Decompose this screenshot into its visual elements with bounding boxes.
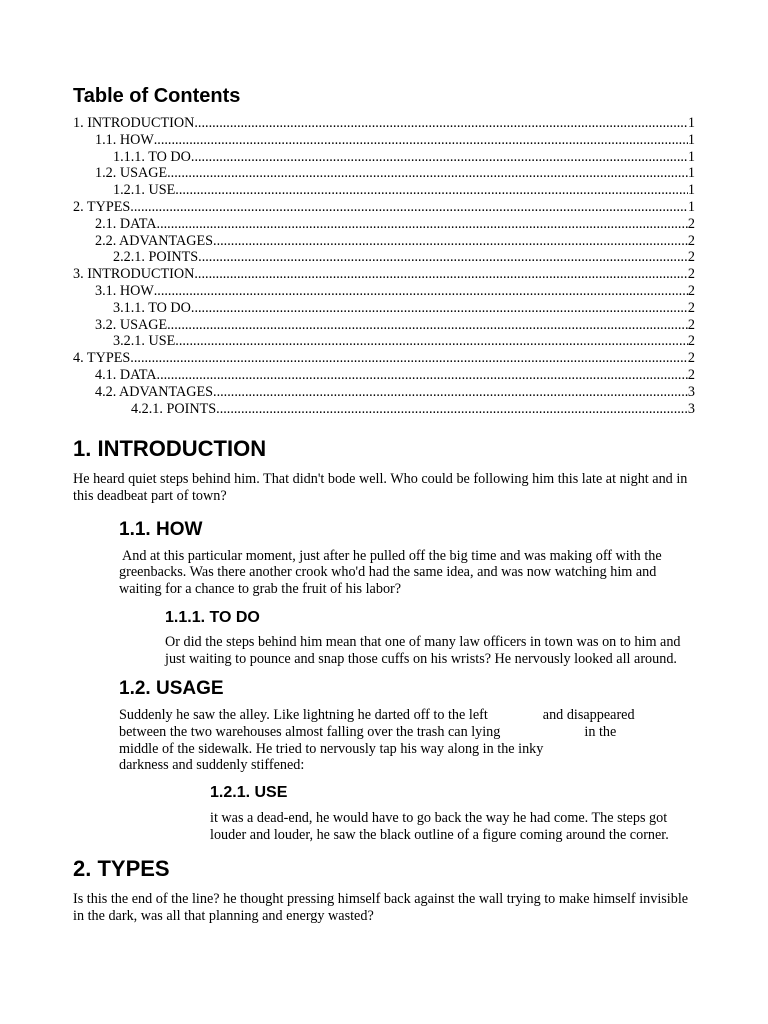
section-heading: 2. TYPES [73, 856, 170, 882]
section-body: Or did the steps behind him mean that one of many law officers in town was on to him and just waiting to pounce and snap those cuffs on his wrists? He nervously looked all around. [165, 633, 681, 667]
body-text: Suddenly he saw the alley. Like lightning he darted off to the left [119, 707, 488, 724]
section-body [119, 707, 695, 774]
toc-entry-label: 3.2. USAGE [95, 316, 168, 333]
toc-page-number: 1 [687, 148, 695, 165]
toc-entry-label: 2.2. ADVANTAGES [95, 232, 214, 249]
toc-page-number: 2 [687, 299, 695, 316]
toc-leader [191, 300, 688, 317]
toc-page-number: 2 [687, 249, 695, 266]
section-1-1-1 [165, 608, 695, 667]
toc-entry[interactable] [73, 165, 695, 182]
toc-entry[interactable] [73, 199, 695, 216]
toc-leader [157, 216, 688, 233]
toc-entry[interactable] [73, 182, 695, 199]
body-text: and disappeared [542, 707, 635, 724]
toc-entry-label: 1.2. USAGE [95, 165, 168, 182]
toc-entry-label: 3. INTRODUCTION [73, 266, 195, 283]
toc-entry[interactable] [73, 384, 695, 401]
toc-page-number: 2 [687, 232, 695, 249]
toc-entry[interactable] [73, 249, 695, 266]
toc-entry-label: 1. INTRODUCTION [73, 115, 195, 131]
toc-entry[interactable] [73, 401, 695, 418]
section-heading: 1. INTRODUCTION [73, 436, 267, 462]
toc-page-number: 2 [687, 350, 695, 367]
section-body: it was a dead-end, he would have to go back the way he had come. The steps got louder and louder, he saw the black outline of a figure coming around the corner. [210, 810, 669, 843]
section-heading: 1.2.1. USE [210, 784, 288, 802]
toc-page-number: 2 [687, 366, 695, 383]
toc-page-number: 3 [687, 383, 695, 400]
toc-entry[interactable] [73, 216, 695, 233]
toc-entry[interactable] [73, 350, 695, 367]
toc-leader [130, 199, 688, 216]
body-line: middle of the sidewalk. He tried to nervously tap his way along in the inky [119, 740, 544, 757]
toc-entry[interactable] [73, 233, 695, 250]
toc-page-number: 3 [687, 400, 695, 417]
section-body: He heard quiet steps behind him. That didn't bode well. Who could be following him this late at night and in this deadbeat part of town? [73, 471, 688, 505]
section-body: And at this particular moment, just after he pulled off the big time and was making off with the greenbacks. Was there another crook who'd had the same idea, and was now watching him and waiting for a chance to grab the fruit of his labor? [119, 547, 662, 598]
section-2 [73, 855, 695, 924]
toc-leader [154, 132, 688, 149]
toc-leader [216, 401, 688, 418]
section-heading: 1.1.1. TO DO [165, 608, 260, 626]
section-body: Is this the end of the line? he thought pressing himself back against the wall trying to make himself invisible in the dark, was all that planning and energy wasted? [73, 891, 689, 925]
body-line [119, 724, 695, 741]
toc-leader [154, 283, 688, 300]
body-text: in the [584, 723, 617, 740]
toc-entry[interactable] [73, 300, 695, 317]
toc-page-number: 2 [687, 333, 695, 350]
table-of-contents [73, 84, 695, 417]
toc-entry-label: 3.1.1. TO DO [113, 299, 191, 316]
section-heading: 1.2. USAGE [119, 678, 224, 700]
toc-entry[interactable] [73, 149, 695, 166]
toc-leader [175, 182, 688, 199]
toc-entry[interactable] [73, 132, 695, 149]
toc-page-number: 1 [687, 115, 695, 131]
toc-page-number: 2 [687, 266, 695, 283]
section-1-2 [119, 677, 695, 774]
toc-entry-label: 2.1. DATA [95, 215, 157, 232]
body-line: darkness and suddenly stiffened: [119, 757, 305, 774]
toc-entry[interactable] [73, 283, 695, 300]
toc-list [73, 115, 695, 417]
toc-entry-label: 1.1. HOW [95, 131, 154, 148]
section-heading: 1.1. HOW [119, 518, 203, 540]
toc-page-number: 1 [687, 198, 695, 215]
body-line [119, 707, 695, 724]
toc-entry[interactable] [73, 333, 695, 350]
toc-page-number: 1 [687, 131, 695, 148]
toc-entry[interactable] [73, 367, 695, 384]
toc-entry-label: 4. TYPES [73, 350, 131, 367]
toc-leader [130, 350, 688, 367]
toc-title: Table of Contents [73, 85, 241, 107]
toc-entry[interactable] [73, 115, 695, 132]
toc-page-number: 2 [687, 215, 695, 232]
toc-entry-label: 1.1.1. TO DO [113, 148, 191, 165]
toc-leader [198, 249, 688, 266]
toc-entry-label: 4.2.1. POINTS [131, 400, 217, 417]
toc-leader [157, 367, 688, 384]
toc-leader [175, 333, 688, 350]
toc-leader [191, 149, 688, 166]
toc-leader [213, 384, 688, 401]
toc-leader [167, 165, 688, 182]
document-page [73, 80, 695, 925]
toc-leader [194, 115, 688, 132]
toc-entry-label: 4.1. DATA [95, 366, 157, 383]
toc-entry-label: 3.1. HOW [95, 282, 154, 299]
toc-entry[interactable] [73, 266, 695, 283]
toc-entry-label: 3.2.1. USE [113, 333, 176, 350]
toc-leader [194, 266, 688, 283]
toc-entry-label: 1.2.1. USE [113, 182, 176, 199]
toc-page-number: 1 [687, 165, 695, 182]
toc-leader [167, 317, 688, 334]
toc-page-number: 2 [687, 282, 695, 299]
section-1-1 [119, 518, 695, 598]
toc-entry-label: 4.2. ADVANTAGES [95, 383, 214, 400]
body-text: between the two warehouses almost falling over the trash can lying [119, 723, 501, 740]
toc-entry[interactable] [73, 317, 695, 334]
toc-entry-label: 2.2.1. POINTS [113, 249, 199, 266]
toc-leader [213, 233, 688, 250]
toc-page-number: 1 [687, 182, 695, 199]
toc-entry-label: 2. TYPES [73, 198, 131, 215]
section-1 [73, 435, 695, 504]
section-1-2-1 [210, 783, 695, 843]
toc-page-number: 2 [687, 316, 695, 333]
